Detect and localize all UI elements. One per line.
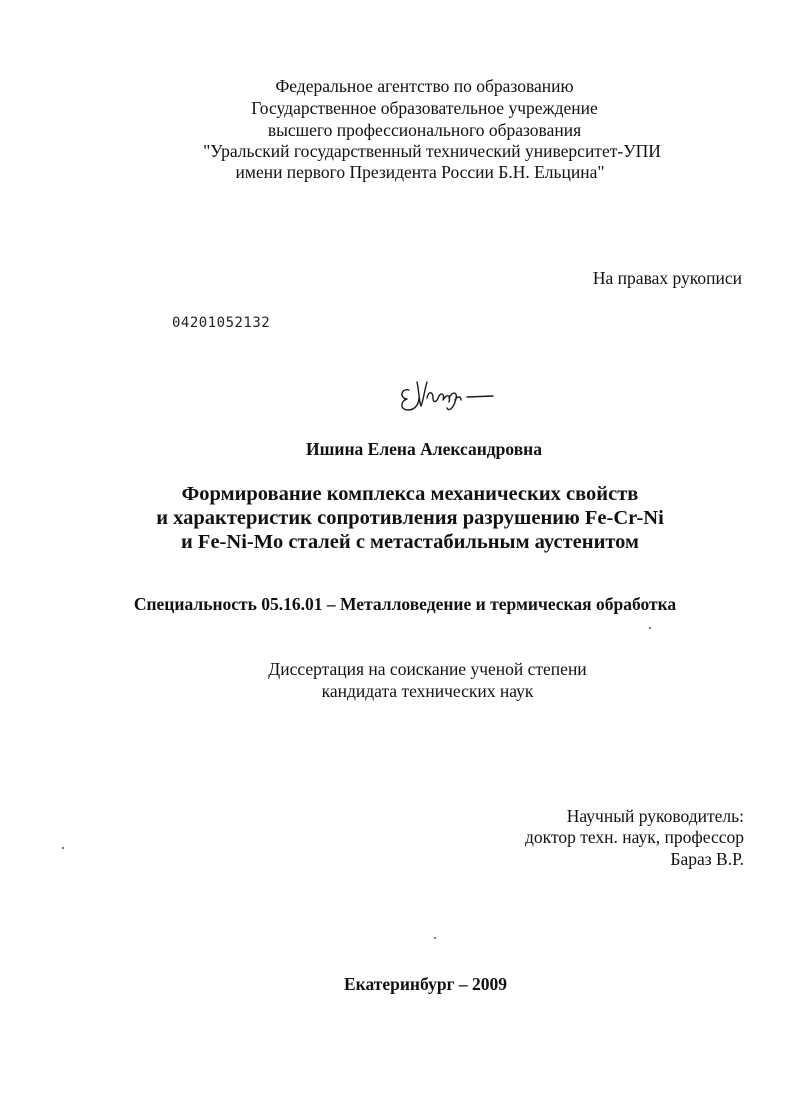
manuscript-rights-note: На правах рукописи <box>592 268 742 288</box>
registration-code: 04201052132 <box>172 315 271 331</box>
supervisor-name: Бараз В.Р. <box>670 849 744 869</box>
dissertation-title-line-1: Формирование комплекса механических свойств <box>181 483 639 505</box>
dissertation-title-line-2: и характеристик сопротивления разрушению Fe-Cr-Ni <box>156 507 664 529</box>
institution-line-4: "Уральский государственный технический университет-УПИ <box>203 141 661 161</box>
degree-line-2: кандидата технических наук <box>321 681 534 701</box>
supervisor-label: Научный руководитель: <box>566 806 744 826</box>
scan-speck <box>434 937 436 939</box>
place-and-year: Екатеринбург – 2009 <box>343 974 508 994</box>
institution-line-3: высшего профессионального образования <box>267 120 582 140</box>
dissertation-title-line-3: и Fe-Ni-Mo сталей с метастабильным аустенитом <box>181 531 639 553</box>
institution-line-5: имени первого Президента России Б.Н. Ельцина" <box>235 162 605 182</box>
supervisor-degree: доктор техн. наук, профессор <box>525 827 744 847</box>
specialty-line: Специальность 05.16.01 – Металловедение и термическая обработка <box>133 594 677 614</box>
degree-line-1: Диссертация на соискание ученой степени <box>268 659 587 679</box>
author-name: Ишина Елена Александровна <box>305 439 542 459</box>
scan-speck <box>649 627 651 629</box>
scan-speck <box>62 847 64 849</box>
institution-line-1: Федеральное агентство по образованию <box>275 76 574 96</box>
handwritten-signature-icon <box>395 368 505 418</box>
institution-line-2: Государственное образовательное учреждение <box>251 98 598 118</box>
